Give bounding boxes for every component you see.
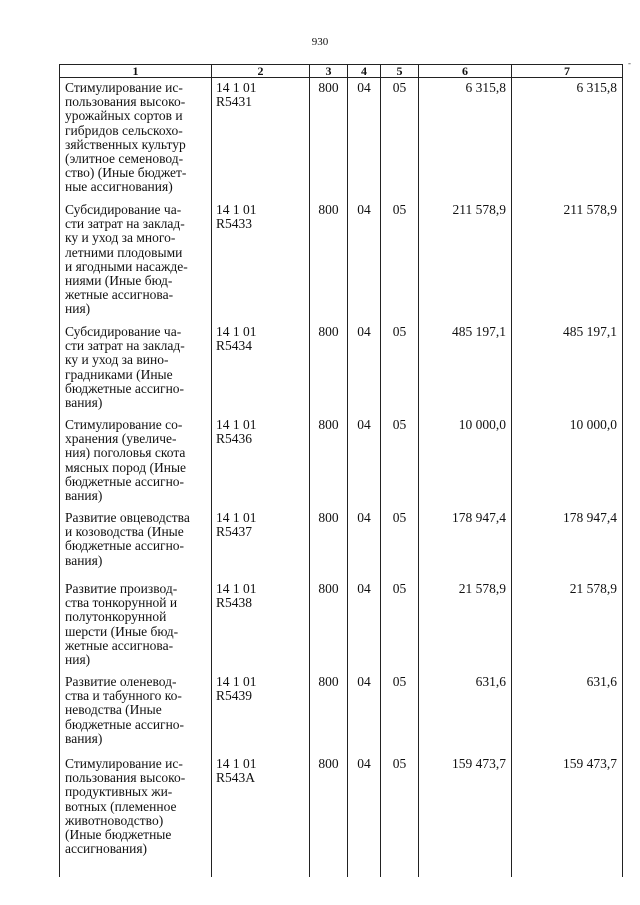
row-col6: 6 315,8	[419, 78, 512, 199]
row-code: 14 1 01 R543A	[212, 752, 310, 877]
row-col4: 04	[348, 413, 381, 506]
table-row	[60, 320, 623, 413]
row-col5: 05	[381, 752, 419, 877]
table-header	[60, 65, 623, 78]
table-row	[60, 670, 623, 752]
row-code: 14 1 01 R5436	[212, 413, 310, 506]
row-col5: 05	[381, 320, 419, 413]
row-col6: 21 578,9	[419, 577, 512, 670]
row-name: Стимулирование ис- пользования высоко- продуктивных жи- вотных (племенное животноводство) (Иные бюджетные ассигнования)	[60, 752, 212, 877]
row-name: Субсидирование ча- сти затрат на заклад- ку и уход за много- летними плодовыми и ягодными насажде- ниями (Иные бюд- жетные ассигнова- ния)	[60, 198, 212, 320]
row-name: Развитие производ- ства тонкорунной и полутонкорунной шерсти (Иные бюд- жетные ассигнова- ния)	[60, 577, 212, 670]
row-col7: 178 947,4	[512, 506, 623, 577]
row-col3: 800	[310, 413, 348, 506]
row-col5: 05	[381, 506, 419, 577]
row-col5: 05	[381, 670, 419, 752]
table-row	[60, 752, 623, 877]
table-row	[60, 78, 623, 199]
row-col3: 800	[310, 577, 348, 670]
col-header-1: 1	[60, 65, 212, 78]
row-col3: 800	[310, 752, 348, 877]
row-col4: 04	[348, 506, 381, 577]
row-col5: 05	[381, 577, 419, 670]
row-col3: 800	[310, 320, 348, 413]
row-col4: 04	[348, 320, 381, 413]
row-code: 14 1 01 R5431	[212, 78, 310, 199]
row-name: Стимулирование со- хранения (увеличе- ния) поголовья скота мясных пород (Иные бюджетные ассигно- вания)	[60, 413, 212, 506]
row-code: 14 1 01 R5437	[212, 506, 310, 577]
row-col3: 800	[310, 198, 348, 320]
table-body	[60, 78, 623, 878]
table-row	[60, 577, 623, 670]
row-code: 14 1 01 R5433	[212, 198, 310, 320]
row-name: Развитие оленевод- ства и табунного ко- неводства (Иные бюджетные ассигно- вания)	[60, 670, 212, 752]
row-code: 14 1 01 R5434	[212, 320, 310, 413]
row-name: Субсидирование ча- сти затрат на заклад- ку и уход за вино- градниками (Иные бюджетные ассигно- вания)	[60, 320, 212, 413]
row-col7: 631,6	[512, 670, 623, 752]
row-code: 14 1 01 R5438	[212, 577, 310, 670]
header-row	[60, 65, 623, 78]
row-col5: 05	[381, 78, 419, 199]
budget-table	[59, 64, 623, 877]
row-col7: 211 578,9	[512, 198, 623, 320]
margin-mark: -	[628, 58, 631, 68]
col-header-5: 5	[381, 65, 419, 78]
row-col4: 04	[348, 752, 381, 877]
row-col6: 159 473,7	[419, 752, 512, 877]
row-name: Стимулирование ис- пользования высоко- урожайных сортов и гибридов сельскохо- зяйственных культур (элитное семеновод- ство) (Иные бюджет- ные ассигнования)	[60, 78, 212, 199]
row-name: Развитие овцеводства и козоводства (Иные бюджетные ассигно- вания)	[60, 506, 212, 577]
row-col7: 10 000,0	[512, 413, 623, 506]
row-col6: 10 000,0	[419, 413, 512, 506]
col-header-7: 7	[512, 65, 623, 78]
row-col3: 800	[310, 670, 348, 752]
row-col3: 800	[310, 506, 348, 577]
row-col4: 04	[348, 670, 381, 752]
col-header-4: 4	[348, 65, 381, 78]
row-col7: 21 578,9	[512, 577, 623, 670]
row-col6: 485 197,1	[419, 320, 512, 413]
row-col5: 05	[381, 413, 419, 506]
row-col7: 485 197,1	[512, 320, 623, 413]
row-code: 14 1 01 R5439	[212, 670, 310, 752]
page-number: 930	[311, 36, 329, 48]
col-header-6: 6	[419, 65, 512, 78]
row-col6: 211 578,9	[419, 198, 512, 320]
col-header-2: 2	[212, 65, 310, 78]
col-header-3: 3	[310, 65, 348, 78]
row-col7: 159 473,7	[512, 752, 623, 877]
row-col5: 05	[381, 198, 419, 320]
table-row	[60, 413, 623, 506]
row-col4: 04	[348, 78, 381, 199]
row-col7: 6 315,8	[512, 78, 623, 199]
row-col6: 178 947,4	[419, 506, 512, 577]
row-col4: 04	[348, 577, 381, 670]
row-col6: 631,6	[419, 670, 512, 752]
table-row	[60, 506, 623, 577]
row-col3: 800	[310, 78, 348, 199]
row-col4: 04	[348, 198, 381, 320]
table-row	[60, 198, 623, 320]
